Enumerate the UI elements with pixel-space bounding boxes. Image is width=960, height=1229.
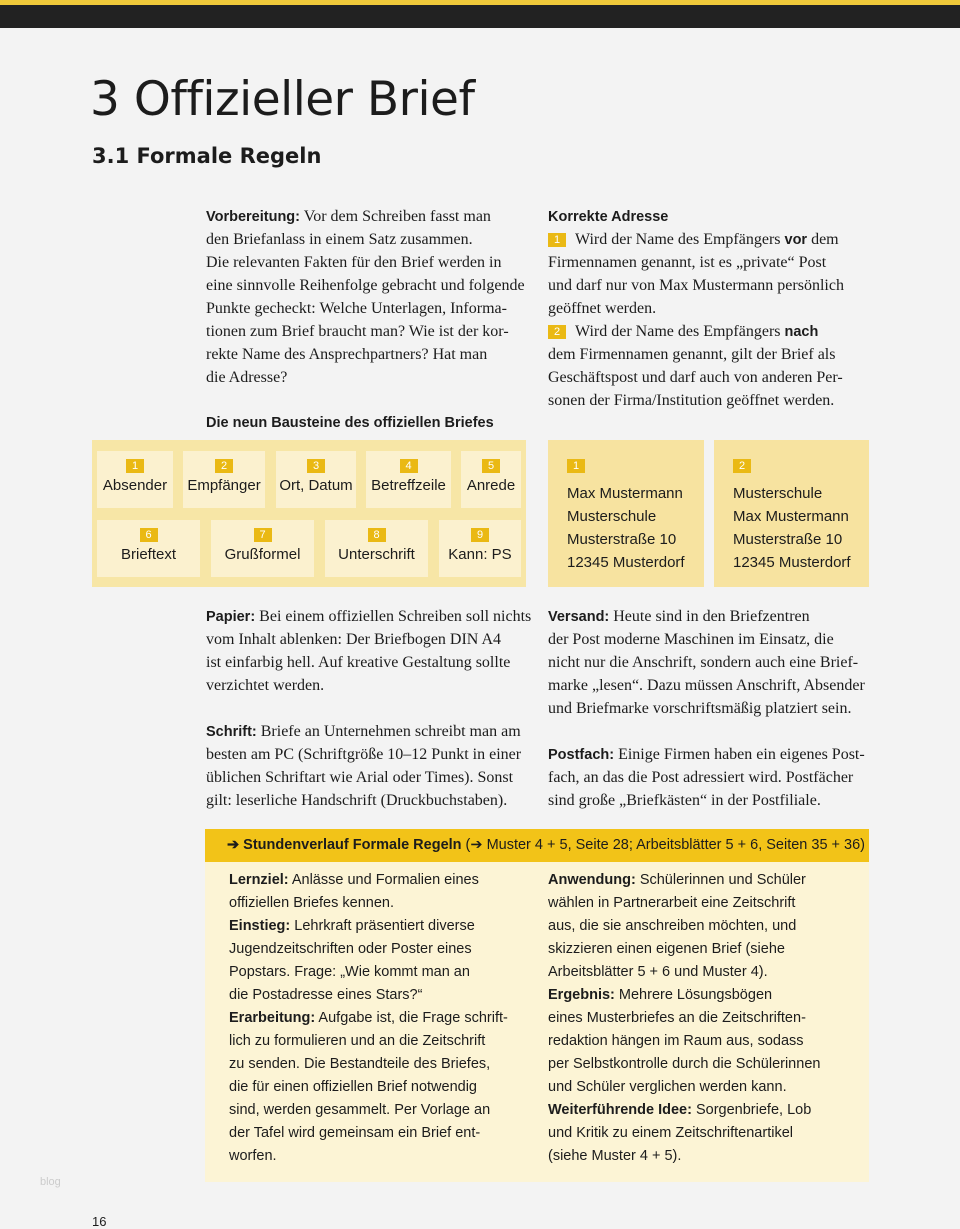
vorbereitung-paragraph [206, 205, 525, 389]
text-line: Geschäftspost und darf auch von anderen Per- [548, 369, 843, 386]
text-line: nicht nur die Anschrift, sondern auch eine Brief- [548, 654, 859, 671]
text-line: Die relevanten Fakten für den Brief werden in [206, 254, 502, 271]
bold-label: Postfach: [548, 747, 615, 763]
text-line: sonen der Firma/Institution geöffnet werden. [548, 392, 835, 409]
text-segment: Lehrkraft präsentiert diverse [290, 918, 475, 934]
text-line: und Kritik zu einem Zeitschriftenartikel [548, 1125, 793, 1141]
baustein-label: Anrede [466, 477, 516, 494]
number-badge: 3 [307, 459, 325, 473]
baustein-cell [325, 520, 428, 577]
text-line: verzichtet werden. [206, 677, 325, 694]
text-segment: Schülerinnen und Schüler [635, 872, 806, 888]
text-line: besten am PC (Schriftgröße 10–12 Punkt in einer [206, 746, 522, 763]
text-line: marke „lesen“. Dazu müssen Anschrift, Absender [548, 677, 865, 694]
baustein-label: Unterschrift [338, 546, 415, 563]
address-line: Musterstraße 10 [733, 531, 843, 548]
text-line: und Briefmarke vorschriftsmäßig platziert sein. [548, 700, 852, 717]
text-line: per Selbstkontrolle durch die Schülerinnen [548, 1056, 821, 1072]
text-line: offiziellen Briefes kennen. [229, 895, 394, 911]
bold-label: Papier: [206, 609, 256, 625]
text-line: üblichen Schriftart wie Arial oder Times). Sonst [206, 769, 514, 786]
text-line: sind, werden gesammelt. Per Vorlage an [229, 1102, 491, 1118]
bold-label: nach [784, 324, 819, 340]
stundenverlauf-box [205, 829, 869, 1182]
text-line: Popstars. Frage: „Wie kommt man an [229, 964, 470, 980]
baustein-cell [439, 520, 521, 577]
bold-label: Weiterführende Idee: [548, 1102, 692, 1118]
bold-label: Schrift: [206, 724, 257, 740]
baustein-cell [183, 451, 265, 508]
text-segment: Einige Firmen haben ein eigenes Post- [614, 746, 865, 763]
text-line: sind große „Briefkästen“ in der Postfiliale. [548, 792, 821, 809]
bold-label: Versand: [548, 609, 610, 625]
text-line: redaktion hängen im Raum aus, sodass [548, 1033, 804, 1049]
baustein-cell [211, 520, 314, 577]
address-line: Musterschule [567, 508, 657, 525]
text-line: dem Firmennamen genannt, gilt der Brief als [548, 346, 836, 363]
number-badge: 8 [368, 528, 386, 542]
baustein-label: Betreffzeile [371, 477, 446, 494]
number-badge: 2 [548, 325, 566, 339]
text-line: die Adresse? [206, 369, 288, 386]
text-line [229, 1007, 508, 1030]
bausteine-heading: Die neun Bausteine des offiziellen Briefes [206, 415, 494, 431]
text-line: fach, an das die Post adressiert wird. Postfächer [548, 769, 854, 786]
bold-label: Erarbeitung: [229, 1010, 316, 1026]
text-line [548, 984, 820, 1007]
bold-label: Einstieg: [229, 918, 291, 934]
text-line: Arbeitsblätter 5 + 6 und Muster 4). [548, 964, 768, 980]
text-line [206, 205, 525, 228]
text-line: geöffnet werden. [548, 300, 657, 317]
text-line: eines Musterbriefes an die Zeitschriften- [548, 1010, 806, 1026]
text-segment: Heute sind in den Briefzentren [609, 608, 810, 625]
box-left-column [229, 869, 508, 1168]
address-line: Musterstraße 10 [567, 531, 677, 548]
text-line [548, 605, 865, 628]
text-line: Punkte gecheckt: Welche Unterlagen, Informa- [206, 300, 507, 317]
baustein-label: Absender [102, 477, 168, 494]
text-line: die für einen offiziellen Brief notwendig [229, 1079, 478, 1095]
text-segment: Wird der Name des Empfängers [575, 323, 785, 340]
baustein-cell [276, 451, 356, 508]
number-badge: 6 [140, 528, 158, 542]
number-badge: 1 [567, 459, 585, 473]
address-line: 12345 Musterdorf [567, 554, 685, 571]
versand-postfach-paragraph [548, 605, 865, 812]
chapter-title: 3 Offizieller Brief [90, 72, 475, 127]
text-segment: Aufgabe ist, die Frage schrift- [315, 1010, 508, 1026]
stundenverlauf-header [205, 829, 869, 862]
text-line [548, 743, 865, 766]
text-line: eine sinnvolle Reihenfolge gebracht und folgende [206, 277, 525, 294]
baustein-cell [461, 451, 521, 508]
number-badge: 4 [400, 459, 418, 473]
page-number: 16 [92, 1214, 107, 1229]
number-badge: 9 [471, 528, 489, 542]
number-badge: 2 [733, 459, 751, 473]
number-badge: 1 [126, 459, 144, 473]
text-line [548, 320, 844, 343]
top-bar [0, 0, 960, 28]
number-badge: 7 [254, 528, 272, 542]
bold-label: Korrekte Adresse [548, 209, 669, 225]
number-badge: 1 [548, 233, 566, 247]
text-line: wählen in Partnerarbeit eine Zeitschrift [548, 895, 796, 911]
text-line [206, 720, 531, 743]
address-line: Max Mustermann [733, 508, 849, 525]
section-title: 3.1 Formale Regeln [92, 144, 322, 168]
text-line: (siehe Muster 4 + 5). [548, 1148, 682, 1164]
bold-label: Ergebnis: [548, 987, 615, 1003]
text-line [206, 605, 531, 628]
baustein-label: Kann: PS [448, 546, 512, 563]
text-line: vom Inhalt ablenken: Der Briefbogen DIN A4 [206, 631, 502, 648]
text-line: die Postadresse eines Stars?“ [229, 987, 423, 1003]
korrekte-adresse-paragraph [548, 205, 844, 412]
box-references: (➔ Muster 4 + 5, Seite 28; Arbeitsblätter 5 + 6, Seiten 35 + 36) [461, 837, 866, 853]
bold-label: Vorbereitung: [206, 209, 300, 225]
number-badge: 2 [215, 459, 233, 473]
box-title: ➔ Stundenverlauf Formale Regeln [227, 837, 462, 853]
text-line [548, 1099, 820, 1122]
address-line: 12345 Musterdorf [733, 554, 851, 571]
text-segment: Vor dem Schreiben fasst man [299, 208, 491, 225]
text-segment: Briefe an Unternehmen schreibt man am [256, 723, 521, 740]
text-segment: Anlässe und Formalien eines [288, 872, 479, 888]
text-line [548, 205, 844, 228]
text-line [548, 228, 844, 251]
text-segment: Bei einem offiziellen Schreiben soll nichts [255, 608, 532, 625]
text-line [229, 869, 508, 892]
baustein-cell [97, 520, 200, 577]
text-line [229, 915, 508, 938]
text-line: zu senden. Die Bestandteile des Briefes, [229, 1056, 491, 1072]
text-line: lich zu formulieren und an die Zeitschrift [229, 1033, 486, 1049]
bold-label: Anwendung: [548, 872, 636, 888]
bausteine-panel [92, 440, 526, 587]
number-badge: 5 [482, 459, 500, 473]
address-line: Musterschule [733, 485, 823, 502]
text-segment: Wird der Name des Empfängers [575, 231, 785, 248]
text-line: aus, die sie anschreiben möchten, und [548, 918, 797, 934]
text-line: worfen. [229, 1148, 277, 1164]
text-line: tionen zum Brief braucht man? Wie ist der kor- [206, 323, 509, 340]
box-right-column [548, 869, 820, 1168]
text-line: und Schüler verglichen werden kann. [548, 1079, 787, 1095]
text-line: rekte Name des Ansprechpartners? Hat man [206, 346, 488, 363]
text-line: der Post moderne Maschinen im Einsatz, die [548, 631, 834, 648]
text-line: der Tafel wird gemeinsam ein Brief ent- [229, 1125, 481, 1141]
text-line: Jugendzeitschriften oder Poster eines [229, 941, 472, 957]
text-line: und darf nur von Max Mustermann persönlich [548, 277, 844, 294]
address-line: Max Mustermann [567, 485, 683, 502]
baustein-cell [366, 451, 451, 508]
bold-label: Lernziel: [229, 872, 289, 888]
baustein-cell [97, 451, 173, 508]
address-example-private [548, 440, 704, 587]
papier-schrift-paragraph [206, 605, 531, 812]
text-line: Firmennamen genannt, ist es „private“ Post [548, 254, 827, 271]
bold-label: vor [784, 232, 808, 248]
text-line: skizzieren einen eigenen Brief (siehe [548, 941, 785, 957]
baustein-label: Brieftext [120, 546, 177, 563]
text-line [548, 869, 820, 892]
text-line [548, 720, 865, 743]
baustein-label: Ort, Datum [279, 477, 353, 494]
watermark: blog [40, 1176, 61, 1188]
text-segment: Sorgenbriefe, Lob [691, 1102, 812, 1118]
text-line: den Briefanlass in einem Satz zusammen. [206, 231, 473, 248]
text-line: ist einfarbig hell. Auf kreative Gestaltung sollte [206, 654, 511, 671]
address-example-business [714, 440, 869, 587]
text-segment: dem [807, 231, 839, 248]
baustein-label: Grußformel [224, 546, 301, 563]
text-line [206, 697, 531, 720]
text-segment: Mehrere Lösungsbögen [614, 987, 773, 1003]
text-line: gilt: leserliche Handschrift (Druckbuchstaben). [206, 792, 508, 809]
baustein-label: Empfänger [187, 477, 261, 494]
